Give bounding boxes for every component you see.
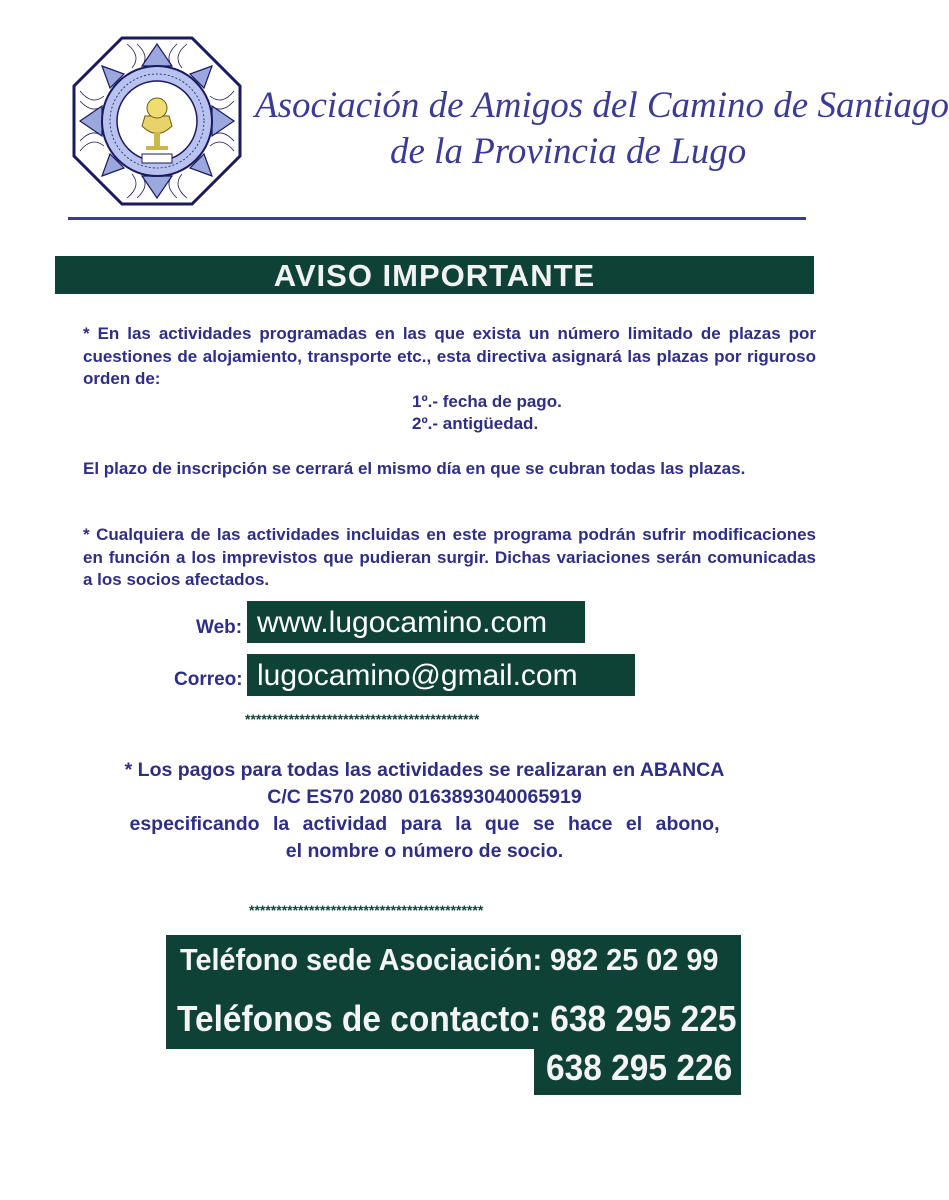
email-address[interactable]: lugocamino@gmail.com: [257, 659, 578, 692]
association-title-line-1: Asociación de Amigos del Camino de Santiago: [255, 85, 949, 126]
notice-paragraph-limited-places: * En las actividades programadas en las que exista un número limitado de plazas por cuestiones de alojamiento, transporte etc., esta directiva asignará las plazas por riguroso orden de:: [83, 324, 816, 388]
notice-paragraph-modifications: * Cualquiera de las actividades incluidas en este programa podrán sufrir modificaciones en función a los imprevistos que pudieran surgir. Dichas variaciones serán comunicadas a los socios afectados.: [83, 525, 816, 589]
order-criterion-1: 1º.- fecha de pago.: [412, 392, 562, 411]
payment-line-1: * Los pagos para todas las actividades se realizaran en ABANCA: [124, 759, 725, 781]
payment-line-4: el nombre o número de socio.: [285, 840, 564, 862]
contact-phone-1: Teléfonos de contacto: 638 295 225: [177, 998, 737, 1039]
header-divider: [68, 217, 806, 220]
website-link[interactable]: [247, 601, 585, 643]
notice-paragraph-registration-deadline: El plazo de inscripción se cerrará el mismo día en que se cubran todas las plazas.: [83, 459, 746, 478]
association-logo: [72, 36, 242, 206]
contact-phone-2: 638 295 226: [546, 1047, 733, 1088]
separator-stars-top: *******************************************: [245, 711, 480, 727]
email-link[interactable]: [247, 654, 635, 696]
order-criterion-2: 2º.- antigüedad.: [412, 414, 539, 433]
payment-line-3: especificando la actividad para la que se hace el abono,: [129, 813, 720, 835]
important-notice-banner: [55, 256, 814, 294]
separator-stars-bottom: *******************************************: [249, 902, 484, 918]
association-title-line-2: de la Provincia de Lugo: [390, 131, 747, 172]
banner-title: AVISO IMPORTANTE: [273, 258, 596, 293]
payment-account-number: C/C ES70 2080 0163893040065919: [267, 786, 582, 808]
website-url[interactable]: www.lugocamino.com: [257, 606, 548, 639]
email-label: Correo:: [174, 669, 243, 690]
web-label: Web:: [196, 617, 243, 638]
headquarters-phone: Teléfono sede Asociación: 982 25 02 99: [180, 942, 719, 977]
